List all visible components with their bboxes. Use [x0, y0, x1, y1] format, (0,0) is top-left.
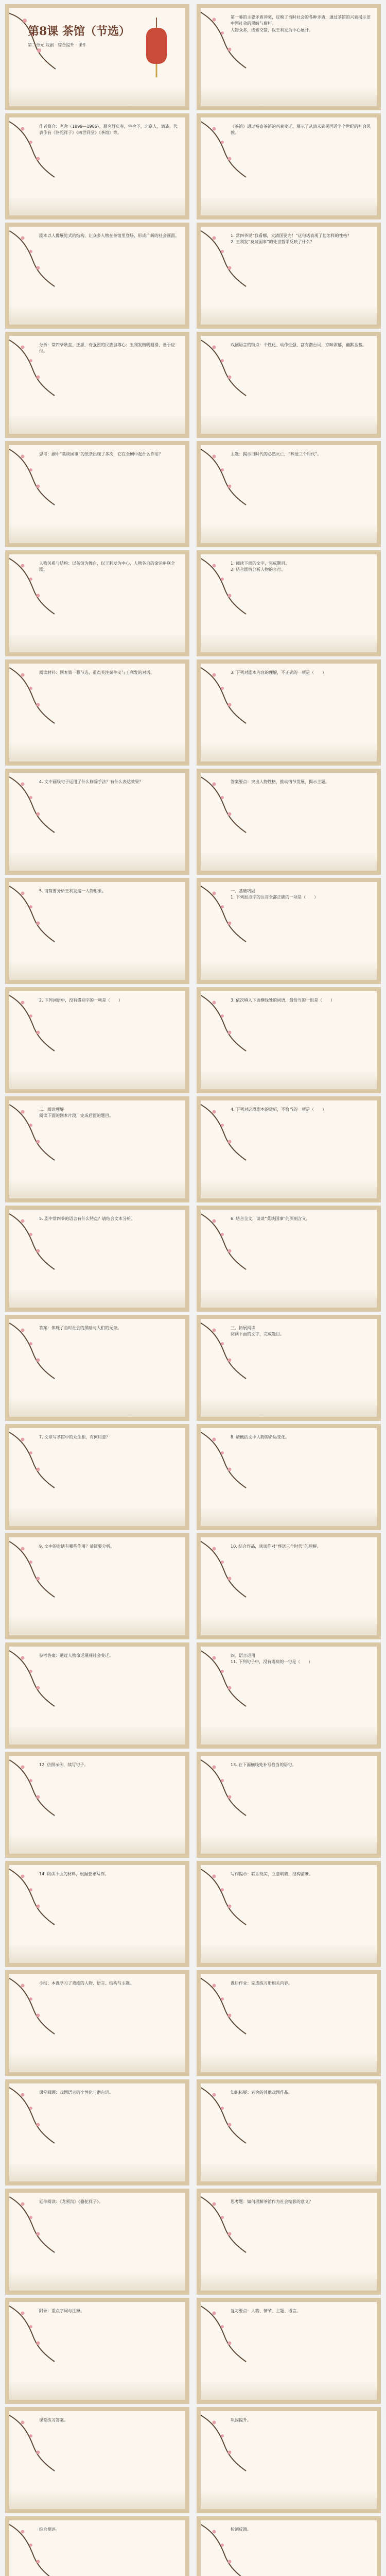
slide-paper	[9, 2411, 185, 2509]
slide-48	[197, 2516, 381, 2576]
slide-30	[197, 1533, 381, 1639]
slide-7	[5, 332, 189, 438]
slide-38	[197, 1970, 381, 2076]
slide-paper	[201, 2302, 377, 2400]
slide-text	[231, 1870, 372, 1957]
slide-paper	[201, 117, 377, 215]
slide-29	[5, 1533, 189, 1639]
slide-body: 5. 请简要分析王利发这一人物形象。	[39, 889, 107, 893]
slide-paper	[201, 8, 377, 106]
slide-35	[5, 1861, 189, 1967]
slide-paper	[201, 227, 377, 325]
slide-text	[39, 450, 180, 537]
slide-10	[197, 441, 381, 547]
slide-paper	[201, 1319, 377, 1417]
slide-6	[197, 223, 381, 329]
slide-text	[231, 2307, 372, 2394]
slide-12	[197, 550, 381, 656]
slide-body: 5. 剧中常四爷的语言有什么特点？请结合文本分析。	[39, 1216, 135, 1221]
lantern-icon	[137, 18, 176, 79]
slide-15	[5, 769, 189, 875]
slide-body: 1. 常四爷说“我看哪，大清国要完！”这句话表现了他怎样的性格？ 2. 王利发“莫谈国事”的处世哲学反映了什么？	[231, 233, 352, 245]
slide-41	[5, 2189, 189, 2295]
slide-text	[231, 1106, 372, 1192]
slide-body: 剧本以人像展览式的结构，让众多人物在茶馆里登场，形成广阔的社会画面。	[39, 233, 179, 238]
slide-text	[39, 1979, 180, 2066]
slide-body: 检测反馈。	[231, 2527, 251, 2532]
slide-body: 综合测评。	[39, 2527, 60, 2532]
slide-body: 课后作业：完成练习册相关内容。	[231, 1981, 292, 1986]
slide-body: 思考：剧中“莫谈国事”的纸条出现了多次，它在全剧中起什么作用？	[39, 452, 163, 456]
slide-text	[231, 2089, 372, 2175]
slide-text	[39, 1324, 180, 1411]
slide-text	[39, 2416, 180, 2503]
slide-paper	[201, 2083, 377, 2181]
slide-paper	[201, 1210, 377, 1308]
slide-body: 戏剧语言的特点：个性化、动作性强、富有潜台词，京味浓郁，幽默含蓄。	[231, 343, 366, 347]
slide-body: 第一幕的主要矛盾冲突，反映了当时社会的各种矛盾，通过茶馆的兴衰揭示旧中国社会的黑暗与腐朽。 人物众多，线索交错，以王利发为中心展开。	[231, 15, 371, 32]
slide-text	[39, 232, 180, 318]
slide-3	[5, 113, 189, 219]
slide-body: 附录：重点字词与注释。	[39, 2309, 84, 2313]
slide-body: 复习要点：人物、情节、主题、语言。	[231, 2309, 301, 2313]
slide-text	[39, 1761, 180, 1848]
slide-body: 9. 文中的对话有哪些作用？请简要分析。	[39, 1544, 115, 1549]
slide-text	[231, 1324, 372, 1411]
slide-text	[39, 1215, 180, 1301]
slide-paper	[201, 2411, 377, 2509]
slide-paper	[9, 445, 185, 543]
slide-36	[197, 1861, 381, 1967]
slide-paper	[9, 882, 185, 980]
slide-paper	[201, 1647, 377, 1744]
slide-paper	[9, 1428, 185, 1526]
slide-paper	[9, 1100, 185, 1198]
slide-paper	[9, 2083, 185, 2181]
slide-body: 6. 结合全文，谈谈“莫谈国事”的深刻含义。	[231, 1216, 310, 1221]
slide-8	[197, 332, 381, 438]
slide-body: 《茶馆》通过裕泰茶馆的兴衰变迁，展示了从清末到民国近半个世纪的社会风貌。	[231, 124, 371, 135]
slide-paper	[201, 664, 377, 761]
slide-text	[231, 232, 372, 318]
slide-text	[39, 123, 180, 209]
slide-body: 4. 文中画线句子运用了什么修辞手法？有什么表达效果？	[39, 779, 144, 784]
slide-46	[197, 2407, 381, 2513]
slide-text	[231, 123, 372, 209]
slide-body: 一、基础巩固 1. 下列加点字的注音全都正确的一项是（ ）	[231, 889, 319, 900]
slide-body: 10. 结合作品，谈谈你对“葬送三个时代”的理解。	[231, 1544, 321, 1549]
slide-paper	[201, 1865, 377, 1963]
slide-text	[39, 1652, 180, 1738]
slide-paper	[201, 882, 377, 980]
slide-paper	[201, 773, 377, 871]
slide-44	[197, 2298, 381, 2404]
slide-text	[39, 560, 180, 646]
slide-text	[39, 2526, 180, 2576]
slide-37	[5, 1970, 189, 2076]
slide-body: 3. 下列对剧本内容的理解，不正确的一项是（ ）	[231, 670, 327, 675]
slide-text	[39, 669, 180, 755]
slide-paper	[201, 1756, 377, 1854]
slide-cover	[5, 4, 189, 110]
slide-42	[197, 2189, 381, 2295]
slide-body: 思考题：如何理解茶馆作为社会缩影的意义？	[231, 2199, 313, 2204]
slide-text	[39, 1870, 180, 1957]
slide-paper	[201, 2193, 377, 2291]
slide-24	[197, 1206, 381, 1312]
cover-subtitle: 第二单元 戏剧 · 综合提升 · 课件	[28, 43, 86, 47]
slide-text	[39, 1543, 180, 1629]
slide-text	[39, 887, 180, 974]
slide-body: 作者简介：老舍（1899—1966），原名舒庆春，字舍予，北京人，满族。代表作有《骆驼祥子》《四世同堂》《茶馆》等。	[39, 124, 178, 135]
slide-paper	[9, 991, 185, 1089]
slide-9	[5, 441, 189, 547]
slide-19	[5, 987, 189, 1093]
slide-text	[231, 560, 372, 646]
slide-paper	[9, 773, 185, 871]
slide-paper	[9, 2520, 185, 2576]
slide-body: 12. 仿照示例，续写句子。	[39, 1762, 89, 1767]
slide-body: 4. 下列对这段剧本的赏析，不恰当的一项是（ ）	[231, 1107, 327, 1112]
slide-body: 课堂练习答案。	[39, 2418, 68, 2422]
slide-paper	[9, 8, 185, 106]
slide-body: 延伸阅读：《龙须沟》《骆驼祥子》。	[39, 2199, 103, 2204]
slide-text	[39, 341, 180, 428]
slide-text	[231, 2198, 372, 2284]
slide-paper	[9, 227, 185, 325]
slide-40	[197, 2079, 381, 2185]
slide-27	[5, 1424, 189, 1530]
slide-paper	[9, 664, 185, 761]
slide-paper	[9, 1865, 185, 1963]
slide-25	[5, 1315, 189, 1421]
slide-paper	[201, 1537, 377, 1635]
slide-43	[5, 2298, 189, 2404]
cover-title: 第8课 茶馆（节选）	[28, 25, 130, 38]
slide-paper	[9, 1537, 185, 1635]
slide-text	[39, 2198, 180, 2284]
slide-body: 1. 阅读下面的文字，完成题目。 2. 结合剧情分析人物的言行。	[231, 561, 290, 572]
slide-body: 3. 依次填入下面横线处的词语，最恰当的一组是（ ）	[231, 998, 335, 1003]
slide-text	[231, 450, 372, 537]
slide-paper	[9, 2302, 185, 2400]
slide-text	[39, 2307, 180, 2394]
slide-paper	[201, 1974, 377, 2072]
slide-text	[231, 1652, 372, 1738]
slide-17	[5, 878, 189, 984]
slide-39	[5, 2079, 189, 2185]
slide-body: 分析：常四爷耿直、正派，有强烈的民族自尊心；王利发精明圆滑，善于应付。	[39, 343, 175, 354]
slide-text	[231, 778, 372, 865]
slide-26	[197, 1315, 381, 1421]
slide-paper	[9, 1974, 185, 2072]
slide-paper	[9, 1210, 185, 1308]
slide-16	[197, 769, 381, 875]
slide-text	[231, 1433, 372, 1520]
slide-paper	[9, 1319, 185, 1417]
slide-body: 2. 下列词语中，没有错别字的一项是（ ）	[39, 998, 123, 1003]
slide-5	[5, 223, 189, 329]
slide-text	[231, 1543, 372, 1629]
slide-paper	[201, 445, 377, 543]
slide-body: 二、阅读理解 阅读下面的剧本片段，完成后面的题目。	[39, 1107, 113, 1118]
slide-text	[39, 996, 180, 1083]
slide-text	[231, 996, 372, 1083]
slide-paper	[9, 117, 185, 215]
slide-33	[5, 1752, 189, 1858]
slide-22	[197, 1096, 381, 1202]
slide-31	[5, 1642, 189, 1749]
slide-body: 主题：揭示旧时代的必然灭亡，“葬送三个时代”。	[231, 452, 322, 456]
slide-text	[231, 13, 372, 100]
slide-11	[5, 550, 189, 656]
slide-body: 小结：本课学习了戏剧的人物、语言、结构与主题。	[39, 1981, 134, 1986]
slide-20	[197, 987, 381, 1093]
slide-text	[39, 778, 180, 865]
slide-body: 四、语言运用 11. 下列句子中，没有语病的一句是（ ）	[231, 1653, 313, 1665]
slide-23	[5, 1206, 189, 1312]
slide-text	[231, 887, 372, 974]
slide-text	[231, 669, 372, 755]
slide-body: 答案要点：突出人物性格，推动情节发展，揭示主题。	[231, 779, 329, 784]
slide-text	[39, 1106, 180, 1192]
slide-paper	[201, 336, 377, 434]
slide-21	[5, 1096, 189, 1202]
slide-paper	[201, 1100, 377, 1198]
slide-45	[5, 2407, 189, 2513]
slide-body: 参考答案：通过人物命运展现社会变迁。	[39, 1653, 113, 1658]
slide-body: 14. 阅读下面的材料，根据要求写作。	[39, 1872, 109, 1876]
slide-text	[231, 1979, 372, 2066]
slide-28	[197, 1424, 381, 1530]
slide-text	[231, 1761, 372, 1848]
slide-34	[197, 1752, 381, 1858]
slide-paper	[9, 2193, 185, 2291]
slide-body: 7. 文章写茶馆中的众生相，有何用意？	[39, 1435, 111, 1439]
slide-text	[231, 1215, 372, 1301]
slide-text	[231, 2526, 372, 2576]
slide-body: 答案：体现了当时社会的黑暗与人们的无奈。	[39, 1326, 121, 1330]
slide-18	[197, 878, 381, 984]
slide-paper	[9, 554, 185, 652]
slide-text	[231, 341, 372, 428]
slide-paper	[201, 991, 377, 1089]
slide-2	[197, 4, 381, 110]
slide-paper	[201, 554, 377, 652]
slide-paper	[9, 1647, 185, 1744]
slide-body: 13. 在下面横线处补写恰当的语句。	[231, 1762, 296, 1767]
slide-body: 写作提示：联系现实，立意明确，结构清晰。	[231, 1872, 313, 1876]
slide-body: 课堂回顾：戏剧语言的个性化与潜台词。	[39, 2090, 113, 2095]
slide-body: 阅读材料：剧本第一幕节选，重点关注秦仲义与王利发的对话。	[39, 670, 154, 675]
slide-body: 三、拓展阅读 阅读下面的文字，完成题目。	[231, 1326, 284, 1337]
slide-14	[197, 659, 381, 766]
slide-paper	[9, 336, 185, 434]
slide-body: 巩固提升。	[231, 2418, 251, 2422]
slide-text	[231, 2416, 372, 2503]
slide-text	[39, 1433, 180, 1520]
plum-branch-icon	[9, 8, 57, 70]
slide-paper	[9, 1756, 185, 1854]
slide-47	[5, 2516, 189, 2576]
slide-32	[197, 1642, 381, 1749]
slide-text	[39, 2089, 180, 2175]
slide-body: 知识拓展：老舍的其他戏剧作品。	[231, 2090, 292, 2095]
slide-paper	[201, 2520, 377, 2576]
slide-body: 8. 请概括文中人物的命运变化。	[231, 1435, 290, 1439]
slide-4	[197, 113, 381, 219]
slide-paper	[201, 1428, 377, 1526]
slide-body: 人物关系与结构：以茶馆为舞台，以王利发为中心，人物各自的命运串联全剧。	[39, 561, 175, 572]
slide-13	[5, 659, 189, 766]
